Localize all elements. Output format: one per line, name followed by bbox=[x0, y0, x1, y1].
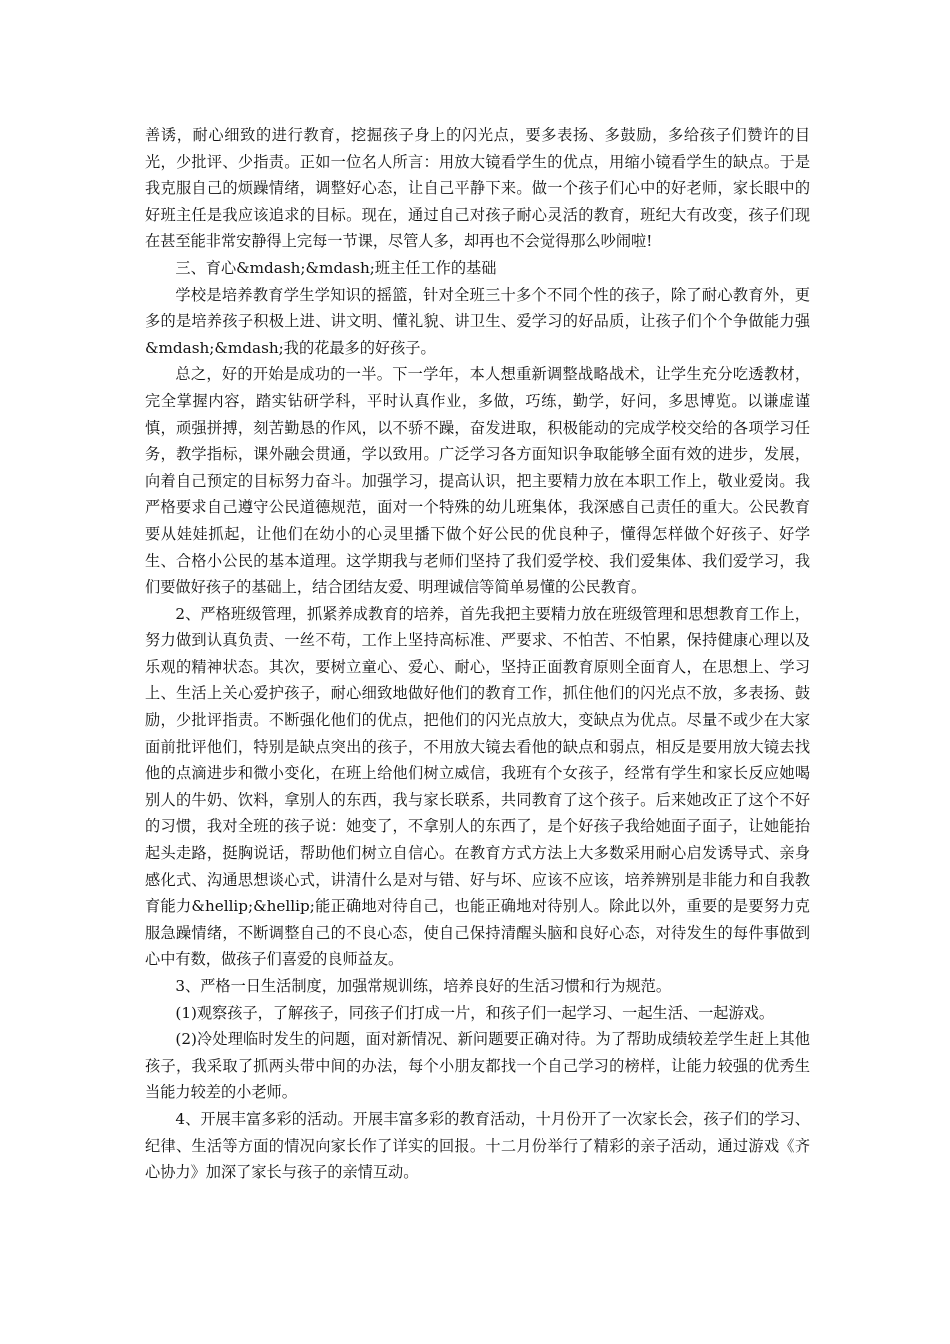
paragraph: 4、开展丰富多彩的活动。开展丰富多彩的教育活动，十月份开了一次家长会，孩子们的学习、纪律、生活等方面的情况向家长作了详实的回报。十二月份举行了精彩的亲子活动，通过游戏《齐心协力》加深了家长与孩子的亲情互动。 bbox=[145, 1109, 810, 1182]
paragraph: 学校是培养教育学生学知识的摇篮，针对全班三十多个不同个性的孩子，除了耐心教育外，更多的是培养孩子积极上进、讲文明、懂礼貌、讲卫生、爱学习的好品质，让孩子们个个争做能力强&mdash;&mdash;我的花最多的好孩子。 bbox=[145, 285, 810, 357]
section-heading: 三、育心&mdash;&mdash;班主任工作的基础 bbox=[175, 258, 497, 277]
paragraph: 2、严格班级管理，抓紧养成教育的培养，首先我把主要精力放在班级管理和思想教育工作上，努力做到认真负责、一丝不苟，工作上坚持高标准、严要求、不怕苦、不怕累，保持健康心理以及乐观的精神状态。其次，要树立童心、爱心、耐心，坚持正面教育原则全面育人，在思想上、学习上、生活上关心爱护孩子，耐心细致地做好他们的教育工作，抓住他们的闪光点不放，多表扬、鼓励，少批评指责。不断强化他们的优点，把他们的闪光点放大，变缺点为优点。尽量不或少在大家面前批评他们，特别是缺点突出的孩子，不用放大镜去看他的缺点和弱点，相反是要用放大镜去找他的点滴进步和微小变化，在班上给他们树立威信，我班有个女孩子，经常有学生和家长反应她喝别人的牛奶、饮料，拿别人的东西，我与家长联系，共同教育了这个孩子。后来她改正了这个不好的习惯，我对全班的孩子说：她变了，不拿别人的东西了，是个好孩子我给她面子面子，让她能抬起头走路，挺胸说话，帮助他们树立自信心。在教育方式方法上大多数采用耐心启发诱导式、亲身感化式、沟通思想谈心式，讲清什么是对与错、好与坏、应该不应该，培养辨别是非能力和自我教育能力&hellip;&hellip;能正确地对待自己，也能正确地对待别人。除此以外，重要的是要努力克服急躁情绪，不断调整自己的不良心态，使自己保持清醒头脑和良好心态，对待发生的每件事做到心中有数，做孩子们喜爱的良师益友。 bbox=[145, 604, 810, 969]
paragraph: (2)冷处理临时发生的问题，面对新情况、新问题要正确对待。为了帮助成绩较差学生赶上其他孩子，我采取了抓两头带中间的办法，每个小朋友都找一个自己学习的榜样，让能力较强的优秀生当能力较差的小老师。 bbox=[145, 1030, 810, 1102]
paragraph: (1)观察孩子，了解孩子，同孩子们打成一片，和孩子们一起学习、一起生活、一起游戏。 bbox=[175, 1003, 775, 1022]
document-page bbox=[145, 122, 810, 1186]
paragraph: 3、严格一日生活制度，加强常规训练，培养良好的生活习惯和行为规范。 bbox=[175, 977, 672, 995]
paragraph: 总之，好的开始是成功的一半。下一学年，本人想重新调整战略战术，让学生充分吃透教材，完全掌握内容，踏实钻研学科，平时认真作业，多做，巧练，勤学，好问，多思博览。以谦虚谨慎，顽强拼搏，刻苦勤恳的作风，以不骄不躁，奋发进取，积极能动的完成学校交给的各项学习任务，教学指标，课外融会贯通，学以致用。广泛学习各方面知识争取能够全面有效的进步，发展，向着自己预定的目标努力奋斗。加强学习，提高认识，把主要精力放在本职工作上，敬业爱岗。我严格要求自己遵守公民道德规范，面对一个特殊的幼儿班集体，我深感自己责任的重大。公民教育要从娃娃抓起，让他们在幼小的心灵里播下做个好公民的优良种子，懂得怎样做个好孩子、好学生、合格小公民的基本道理。这学期我与老师们坚持了我们爱学校、我们爱集体、我们爱学习，我们要做好孩子的基础上，结合团结友爱、明理诚信等简单易懂的公民教育。 bbox=[145, 365, 810, 597]
paragraph-continuation: 善诱，耐心细致的进行教育，挖掘孩子身上的闪光点，要多表扬、多鼓励，多给孩子们赞许的目光，少批评、少指责。正如一位名人所言：用放大镜看学生的优点，用缩小镜看学生的缺点。于是我克服自己的烦躁情绪，调整好心态，让自己平静下来。做一个孩子们心中的好老师，家长眼中的好班主任是我应该追求的目标。现在，通过自己对孩子耐心灵活的教育，班纪大有改变，孩子们现在甚至能非常安静得上完每一节课，尽管人多，却再也不会觉得那么吵闹啦! bbox=[145, 126, 810, 251]
